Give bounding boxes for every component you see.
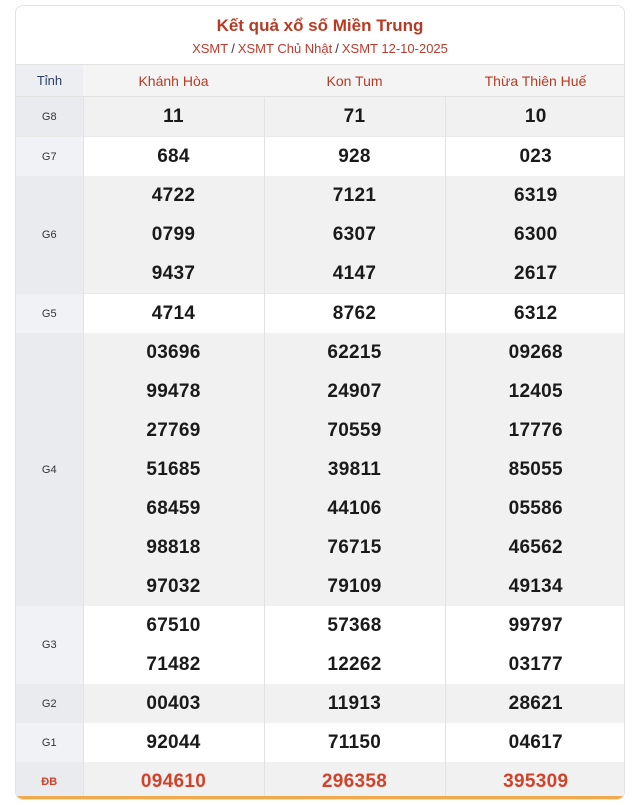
prize-label: G5 xyxy=(16,294,83,334)
result-number: 17776 xyxy=(508,420,563,441)
result-number: 09268 xyxy=(508,342,563,363)
prize-label: G8 xyxy=(16,97,83,137)
result-number: 6300 xyxy=(514,224,558,245)
result-cell xyxy=(83,294,264,334)
result-number: 12405 xyxy=(508,381,563,402)
prize-label: G2 xyxy=(16,684,83,723)
result-number: 03177 xyxy=(508,654,563,675)
result-cell xyxy=(445,684,625,723)
breadcrumb-xsmt-link[interactable]: XSMT xyxy=(192,41,229,56)
result-cell xyxy=(264,333,445,606)
result-number: 4147 xyxy=(332,263,377,284)
prize-label: G7 xyxy=(16,137,83,177)
result-number: 9437 xyxy=(151,263,196,284)
result-cell xyxy=(264,684,445,723)
result-number: 03696 xyxy=(146,342,201,363)
result-number: 70559 xyxy=(327,420,382,441)
result-cell xyxy=(445,137,625,177)
prize-row-g7 xyxy=(16,137,625,177)
result-cell xyxy=(445,294,625,334)
result-cell xyxy=(83,176,264,294)
result-number: 4722 xyxy=(151,185,196,206)
breadcrumb xyxy=(16,41,624,57)
result-number: 44106 xyxy=(327,498,382,519)
table-header-row xyxy=(16,65,625,97)
result-number: 10 xyxy=(524,106,547,127)
result-number: 76715 xyxy=(327,537,382,558)
result-number: 99478 xyxy=(146,381,201,402)
breadcrumb-xsmt-date-link[interactable]: XSMT 12-10-2025 xyxy=(341,41,448,56)
result-number: 39811 xyxy=(327,459,382,480)
result-number: 04617 xyxy=(508,732,563,753)
result-number: 79109 xyxy=(327,576,382,597)
results-header xyxy=(16,6,624,64)
province-column-header: Tỉnh xyxy=(16,65,83,97)
result-number: 8762 xyxy=(332,303,377,324)
prize-row-g8 xyxy=(16,97,625,137)
result-cell xyxy=(264,606,445,684)
result-cell xyxy=(83,723,264,762)
province-header-kon-tum[interactable]: Kon Tum xyxy=(264,65,445,97)
province-header-khanh-hoa[interactable]: Khánh Hòa xyxy=(83,65,264,97)
result-number: 99797 xyxy=(508,615,563,636)
result-cell xyxy=(445,606,625,684)
result-number: 11913 xyxy=(327,693,382,714)
result-cell xyxy=(83,684,264,723)
result-number: 00403 xyxy=(146,693,201,714)
result-number: 0799 xyxy=(151,224,196,245)
prize-row-g2 xyxy=(16,684,625,723)
result-cell xyxy=(83,137,264,177)
result-number: 28621 xyxy=(508,693,563,714)
result-number: 92044 xyxy=(146,732,201,753)
result-cell xyxy=(83,97,264,137)
result-number: 57368 xyxy=(327,615,382,636)
prize-row-g3 xyxy=(16,606,625,684)
result-number: 46562 xyxy=(508,537,563,558)
result-number: 71 xyxy=(343,106,366,127)
result-cell xyxy=(445,97,625,137)
breadcrumb-xsmt-sunday-link[interactable]: XSMT Chủ Nhật xyxy=(237,41,333,56)
prize-label: G1 xyxy=(16,723,83,762)
result-cell xyxy=(264,723,445,762)
result-number: 98818 xyxy=(146,537,201,558)
result-number: 11 xyxy=(163,106,184,127)
result-number: 4714 xyxy=(151,303,196,324)
result-cell xyxy=(83,333,264,606)
result-cell xyxy=(264,137,445,177)
result-cell xyxy=(83,762,264,800)
result-number: 928 xyxy=(338,146,371,167)
result-number: 7121 xyxy=(332,185,377,206)
result-number: 27769 xyxy=(146,420,201,441)
result-number: 67510 xyxy=(146,615,201,636)
result-number: 68459 xyxy=(146,498,201,519)
result-cell xyxy=(264,176,445,294)
result-number: 71482 xyxy=(146,654,201,675)
result-number: 023 xyxy=(519,146,553,167)
result-number: 62215 xyxy=(327,342,382,363)
result-number: 684 xyxy=(157,146,190,167)
page-title: Kết quả xổ số Miền Trung xyxy=(216,16,424,35)
result-number: 71150 xyxy=(327,732,382,753)
breadcrumb-separator: / xyxy=(335,41,339,56)
result-cell xyxy=(445,762,625,800)
result-number: 05586 xyxy=(508,498,563,519)
result-cell xyxy=(83,606,264,684)
result-number: 6319 xyxy=(514,185,558,206)
results-card xyxy=(15,5,625,800)
prize-label: G3 xyxy=(16,606,83,684)
prize-row-g1 xyxy=(16,723,625,762)
prize-label-special: ĐB xyxy=(16,762,83,800)
breadcrumb-separator: / xyxy=(231,41,235,56)
result-number: 12262 xyxy=(327,654,382,675)
result-cell xyxy=(264,97,445,137)
result-cell xyxy=(264,762,445,800)
special-result-number: 296358 xyxy=(321,771,388,792)
prize-row-g5 xyxy=(16,294,625,334)
bottom-divider xyxy=(16,796,624,799)
result-cell xyxy=(445,333,625,606)
result-number: 2617 xyxy=(514,263,558,284)
result-number: 6307 xyxy=(332,224,377,245)
prize-label: G6 xyxy=(16,176,83,294)
result-cell xyxy=(264,294,445,334)
result-number: 51685 xyxy=(146,459,201,480)
result-number: 49134 xyxy=(508,576,563,597)
result-number: 24907 xyxy=(327,381,382,402)
result-number: 85055 xyxy=(508,459,563,480)
prize-row-special xyxy=(16,762,625,800)
special-result-number: 094610 xyxy=(140,771,207,792)
result-number: 97032 xyxy=(146,576,201,597)
result-number: 6312 xyxy=(514,303,558,324)
result-cell xyxy=(445,723,625,762)
special-result-number: 395309 xyxy=(503,771,569,792)
prize-row-g4 xyxy=(16,333,625,606)
prize-row-g6 xyxy=(16,176,625,294)
results-table xyxy=(16,64,625,800)
province-header-thua-thien-hue[interactable]: Thừa Thiên Huế xyxy=(445,65,625,97)
result-cell xyxy=(445,176,625,294)
prize-label: G4 xyxy=(16,333,83,606)
